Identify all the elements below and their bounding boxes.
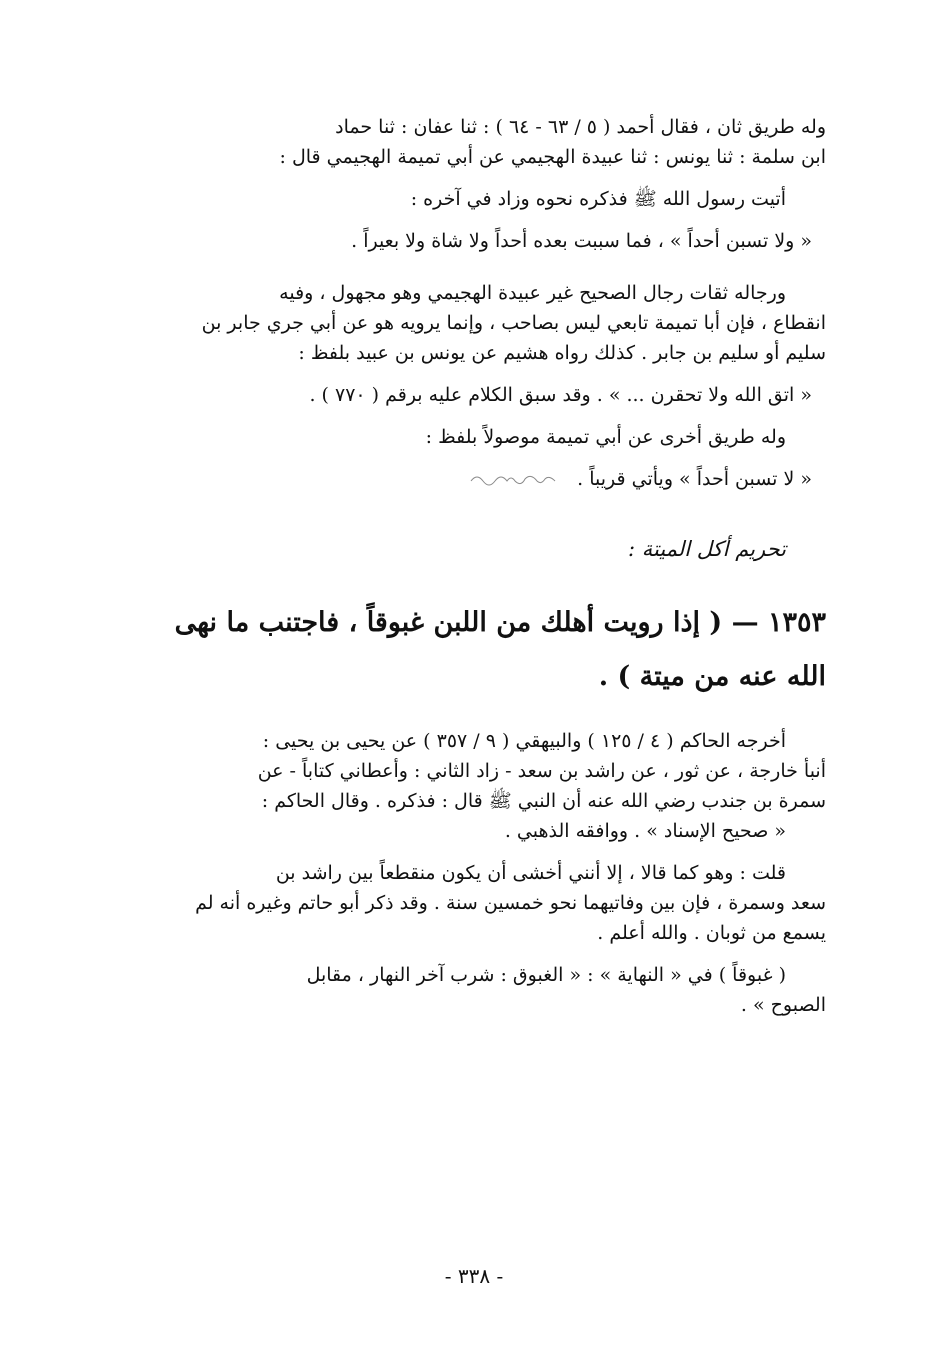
text-line: قلت : وهو كما قالا ، إلا أنني أخشى أن يكون منقطعاً بين راشد بن — [275, 862, 786, 884]
hadith-line: ١٣٥٣ — ( إذا رويت أهلك من اللبن غبوقاً ، فاجتنب ما نهى — [174, 607, 826, 638]
page-number: - ٣٣٨ - — [444, 1264, 504, 1288]
text-line: أتيت رسول الله ﷺ فذكره نحوه وزاد في آخره : — [410, 188, 786, 210]
text-line: ابن سلمة : ثنا يونس : ثنا عبيدة الهجيمي عن أبي تميمة الهجيمي قال : — [279, 146, 826, 168]
quote-narration — [96, 184, 826, 256]
text-line: « اتق الله ولا تحقرن ... » . وقد سبق الكلام عليه برقم ( ٧٧٠ ) . — [309, 384, 812, 406]
quote-other-routes — [96, 380, 826, 494]
text-line: الصبوح » . — [740, 994, 826, 1016]
paragraph-narrators — [96, 278, 826, 368]
hadith-line: الله عنه من ميتة ) . — [598, 661, 826, 692]
text-line: ورجاله ثقات رجال الصحيح غير عبيدة الهجيمي وهو مجهول ، وفيه — [279, 282, 786, 304]
paragraph-definition — [96, 960, 826, 1020]
hadith-text — [96, 596, 826, 704]
text-line: أنبأ خارجة ، عن ثور ، عن راشد بن سعد - زاد الثاني : وأعطاني كتاباً - عن — [257, 760, 826, 782]
text-line: « صحيح الإسناد » . ووافقه الذهبي . — [504, 820, 786, 842]
text-fragment: « لا تسبن أحداً » ويأتي قريباً . — [577, 468, 812, 490]
text-line: وله طريق ثان ، فقال أحمد ( ٥ / ٦٣ - ٦٤ ) : ثنا عفان : ثنا حماد — [335, 116, 826, 138]
text-line: يسمع من ثوبان . والله أعلم . — [597, 922, 826, 944]
text-line: سليم أو سليم بن جابر . كذلك رواه هشيم عن يونس بن عبيد بلفظ : — [298, 342, 826, 364]
text-line: « ولا تسبن أحداً » ، فما سببت بعده أحداً ولا شاة ولا بعيراً . — [351, 230, 812, 252]
text-line: ( غبوقاً ) في « النهاية » : « الغبوق : شرب آخر النهار ، مقابل — [306, 964, 786, 986]
page-body — [96, 112, 826, 1020]
paragraph-commentary — [96, 858, 826, 948]
text-line: أخرجه الحاكم ( ٤ / ١٢٥ ) والبيهقي ( ٩ / ٣٥٧ ) عن يحيى بن يحيى : — [262, 730, 786, 752]
text-line: انقطاع ، فإن أبا تميمة تابعي ليس بصاحب ، وإنما يرويه هو عن أبي جري جابر بن — [201, 312, 826, 334]
handwritten-annotation — [469, 471, 559, 489]
text-line: وله طريق أخرى عن أبي تميمة موصولاً بلفظ : — [425, 426, 786, 448]
section-heading: تحريم أكل الميتة : — [628, 537, 786, 561]
text-line — [96, 464, 826, 494]
paragraph-alternate-route — [96, 112, 826, 172]
paragraph-takhrij — [96, 726, 826, 846]
text-line: سمرة بن جندب رضي الله عنه أن النبي ﷺ قال : فذكره . وقال الحاكم : — [261, 790, 826, 812]
text-line: سعد وسمرة ، فإن بين وفاتيهما نحو خمسين سنة . وقد ذكر أبو حاتم وغيره أنه لم — [195, 892, 826, 914]
